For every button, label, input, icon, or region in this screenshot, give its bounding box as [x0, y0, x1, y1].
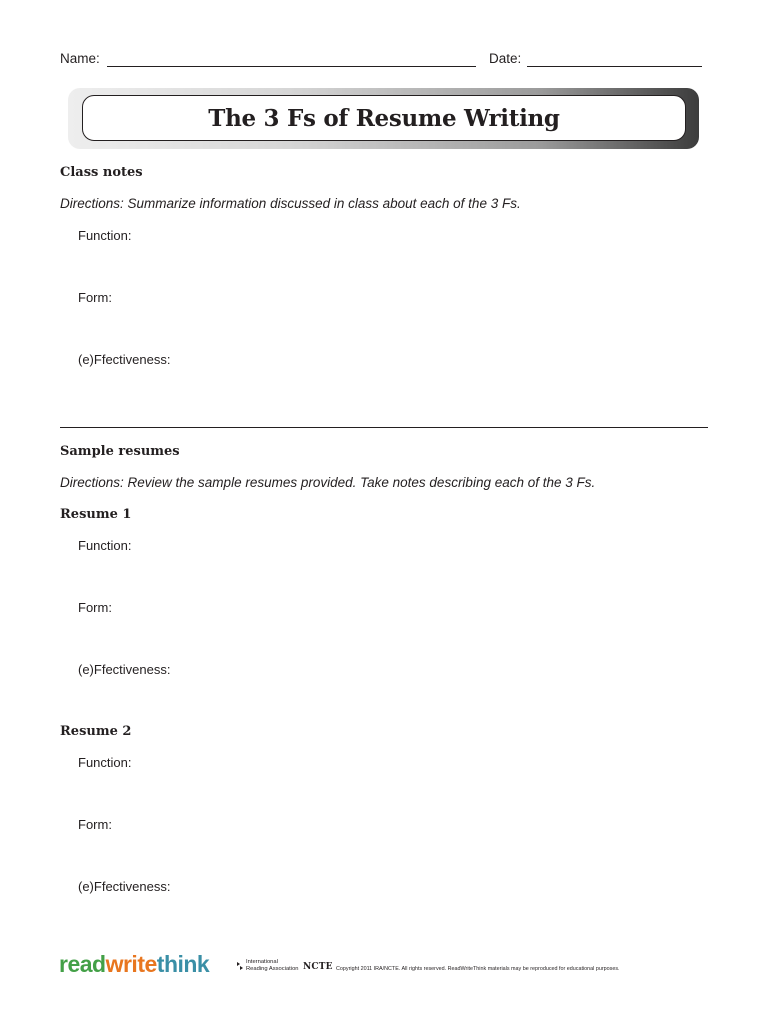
date-label: Date:: [489, 51, 522, 66]
class-notes-directions: Directions: Summarize information discussed in class about each of the 3 Fs.: [60, 196, 521, 211]
copyright-notice: Copyright 2011 IRA/NCTE. All rights reserved. ReadWriteThink materials may be reproduced for educational purposes.: [336, 966, 620, 972]
ncte-logo: NCTE: [303, 962, 333, 972]
date-line[interactable]: [527, 66, 702, 67]
resume-2-function-label: Function:: [78, 755, 132, 770]
class-notes-heading: Class notes: [60, 165, 143, 180]
resume-1-form-label: Form:: [78, 600, 112, 615]
resume-1-effectiveness-label: (e)Ffectiveness:: [78, 662, 171, 677]
sample-resumes-directions: Directions: Review the sample resumes provided. Take notes describing each of the 3 Fs.: [60, 475, 596, 490]
page-title: The 3 Fs of Resume Writing: [208, 104, 560, 132]
resume-1-function-label: Function:: [78, 538, 132, 553]
resume-2-heading: Resume 2: [60, 724, 132, 739]
class-notes-function-label: Function:: [78, 228, 132, 243]
resume-1-heading: Resume 1: [60, 507, 132, 522]
title-banner: [82, 95, 686, 141]
logo-think: think: [156, 950, 210, 977]
name-line[interactable]: [107, 66, 476, 67]
resume-2-form-label: Form:: [78, 817, 112, 832]
ira-line-1: International: [246, 959, 278, 965]
class-notes-form-label: Form:: [78, 290, 112, 305]
class-notes-effectiveness-label: (e)Ffectiveness:: [78, 352, 171, 367]
sample-resumes-heading: Sample resumes: [60, 444, 180, 459]
name-label: Name:: [60, 51, 100, 66]
ira-line-2: Reading Association: [246, 965, 299, 972]
resume-2-effectiveness-label: (e)Ffectiveness:: [78, 879, 171, 894]
logo-write: write: [105, 950, 157, 977]
ira-logo: [236, 959, 299, 972]
ira-emblem-icon: [236, 961, 244, 971]
section-divider: [60, 427, 708, 428]
readwritethink-logo: [59, 949, 209, 979]
logo-read: read: [59, 950, 106, 977]
